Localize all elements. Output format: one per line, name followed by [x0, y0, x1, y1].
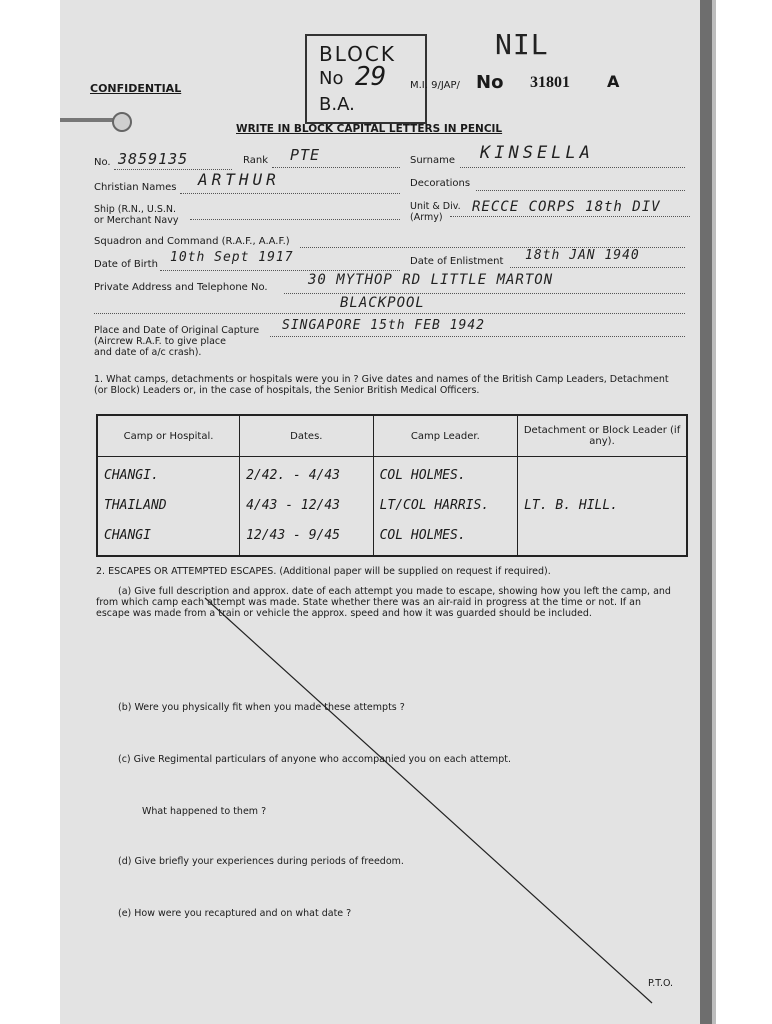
surname-label: Surname	[410, 155, 455, 166]
leader-entry: COL HOLMES.	[379, 468, 466, 483]
pto-label: P.T.O.	[648, 978, 674, 989]
dob-label: Date of Birth	[94, 259, 158, 270]
address-line1: 30 MYTHOP RD LITTLE MARTON	[308, 272, 554, 288]
detachment-entry: LT. B. HILL.	[524, 498, 618, 513]
address-line2: BLACKPOOL	[340, 295, 425, 311]
question-c: (c) Give Regimental particulars of anyone who accompanied you on each attempt.	[118, 754, 511, 765]
leader-entry: LT/COL HARRIS.	[379, 498, 490, 513]
dob-value: 10th Sept 1917	[170, 250, 294, 265]
unit-label: Unit & Div. (Army)	[410, 201, 461, 223]
col-camp-header: Camp or Hospital.	[97, 415, 240, 457]
service-number-value: 3859135	[118, 150, 189, 168]
confidential-label: CONFIDENTIAL	[90, 82, 182, 95]
stamp-block-text: BLOCK	[319, 42, 396, 66]
instruction-heading: WRITE IN BLOCK CAPITAL LETTERS IN PENCIL	[236, 123, 503, 135]
col-leader-header: Camp Leader.	[373, 415, 518, 457]
camp-entry: CHANGI.	[104, 468, 159, 483]
question-c-followup: What happened to them ?	[142, 806, 267, 817]
ref-prefix: M.I. 9/JAP/	[410, 80, 460, 91]
stamp-no-text: No	[319, 68, 344, 89]
capture-label: Place and Date of Original Capture (Aircrew R.A.F. to give place and date of a/c crash).	[94, 325, 260, 358]
section1-question: 1. What camps, detachments or hospitals were you in ? Give dates and names of the British Camp Leaders, Detachment (or Block) Leaders or, in the case of hospitals, the Senior British Medical Officers.	[94, 374, 669, 396]
enlistment-label: Date of Enlistment	[410, 256, 504, 267]
col-detachment-header: Detachment or Block Leader (if any).	[518, 415, 687, 457]
leader-entry: COL HOLMES.	[379, 528, 466, 543]
surname-value: KINSELLA	[480, 143, 594, 163]
camp-entry: CHANGI	[104, 528, 151, 543]
address-label: Private Address and Telephone No.	[94, 282, 268, 293]
enlistment-value: 18th JAN 1940	[525, 248, 640, 263]
capture-value: SINGAPORE 15th FEB 1942	[282, 318, 486, 333]
unit-value: RECCE CORPS 18th DIV	[472, 199, 661, 215]
squadron-label: Squadron and Command (R.A.F., A.A.F.)	[94, 236, 290, 247]
diagonal-line	[205, 598, 652, 1003]
question-e: (e) How were you recaptured and on what date ?	[118, 908, 352, 919]
nil-annotation: NIL	[495, 28, 549, 61]
rank-label: Rank	[243, 155, 268, 166]
section2-heading: 2. ESCAPES OR ATTEMPTED ESCAPES. (Additional paper will be supplied on request if required).	[96, 566, 551, 577]
question-d: (d) Give briefly your experiences during periods of freedom.	[118, 856, 404, 867]
stamp-ba-text: B.A.	[319, 94, 355, 115]
form-letter: A	[607, 72, 620, 91]
date-entry: 4/43 - 12/43	[246, 498, 340, 513]
decorations-label: Decorations	[410, 178, 471, 189]
date-entry: 2/42. - 4/43	[246, 468, 340, 483]
date-entry: 12/43 - 9/45	[246, 528, 340, 543]
col-dates-header: Dates.	[240, 415, 373, 457]
camp-entry: THAILAND	[104, 498, 167, 513]
christian-names-label: Christian Names	[94, 182, 177, 193]
christian-names-value: ARTHUR	[198, 170, 280, 189]
stamp-number: 29	[355, 62, 387, 92]
form-number: 31801	[530, 74, 570, 91]
question-b: (b) Were you physically fit when you made these attempts ?	[118, 702, 405, 713]
binder-clip	[60, 110, 130, 134]
ship-label: Ship (R.N., U.S.N. or Merchant Navy	[94, 204, 179, 226]
form-no-label: No	[476, 72, 504, 93]
rank-value: PTE	[290, 146, 321, 164]
question-a: (a) Give full description and approx. date of each attempt you made to escape, showing how you left the camp, and from which camp each attempt was made. State whether there was an air-raid in progress at the time or not. If an escape was made from a train or vehicle the approx. speed and how it was guarded should be included.	[96, 586, 671, 619]
no-label: No.	[94, 157, 111, 168]
